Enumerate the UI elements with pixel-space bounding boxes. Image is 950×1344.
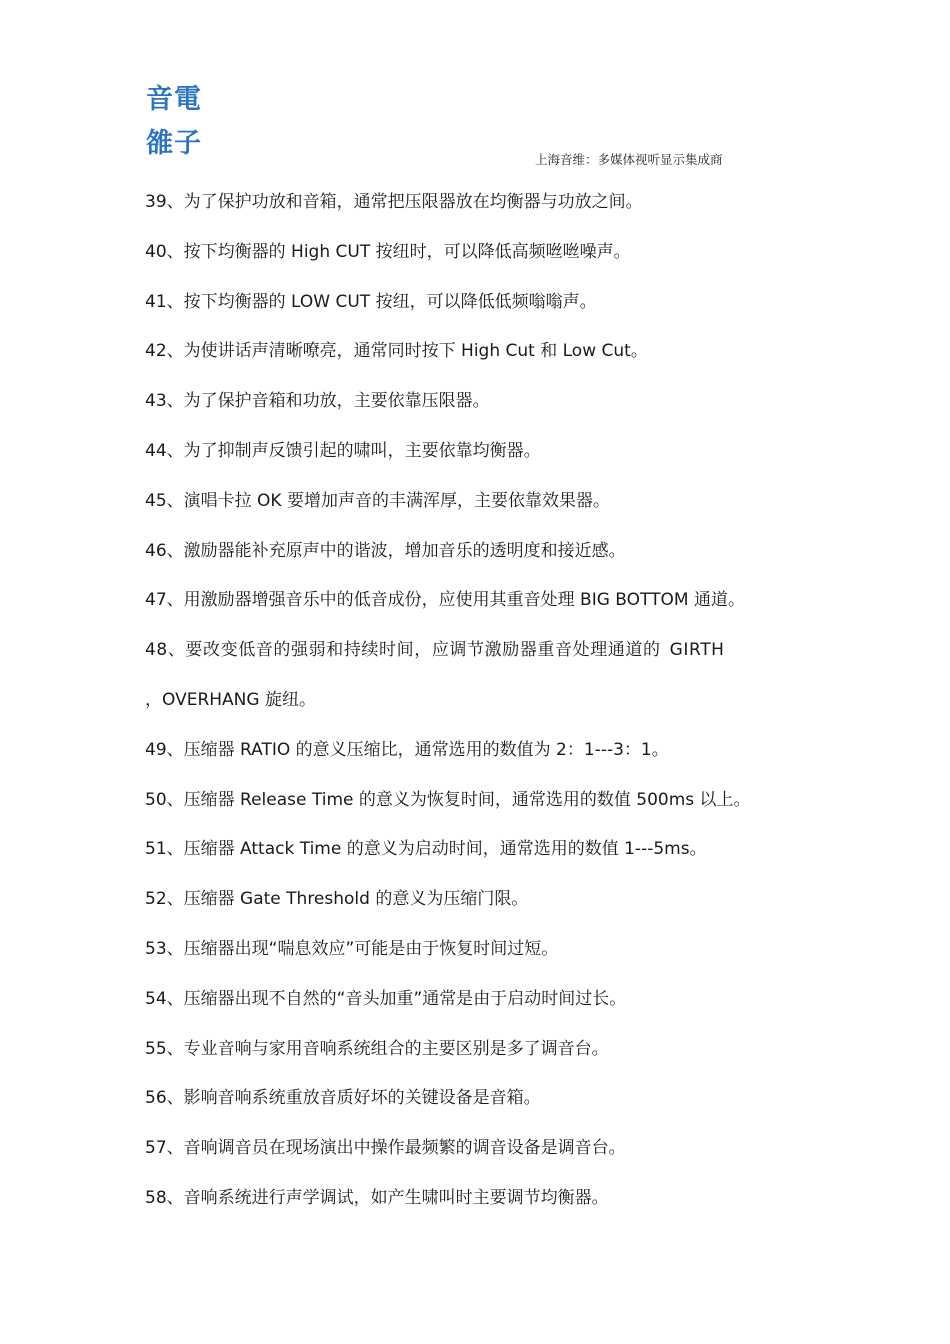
list-item: 57、音响调音员在现场演出中操作最频繁的调音设备是调音台。 <box>145 1138 626 1159</box>
list-item: 55、专业音响与家用音响系统组合的主要区别是多了调音台。 <box>145 1038 609 1059</box>
list-item: 46、激励器能补充原声中的谐波，增加音乐的透明度和接近感。 <box>145 540 626 561</box>
list-item: 56、影响音响系统重放音质好坏的关键设备是音箱。 <box>145 1088 541 1109</box>
logo-line-2: 雒子 <box>146 128 202 159</box>
list-item: 42、为使讲话声清晰嘹亮，通常同时按下 High Cut 和 Low Cut。 <box>145 341 648 362</box>
list-item: 52、压缩器 Gate Threshold 的意义为压缩门限。 <box>145 889 529 910</box>
list-item: 39、为了保护功放和音箱，通常把压限器放在均衡器与功放之间。 <box>145 192 643 212</box>
document-body <box>145 186 825 1232</box>
list-item-continuation: ，OVERHANG 旋纽。 <box>145 689 316 710</box>
list-item: 53、压缩器出现“喘息效应”可能是由于恢复时间过短。 <box>145 938 559 959</box>
header-tagline: 上海音维：多媒体视听显示集成商 <box>535 152 723 167</box>
list-item: 58、音响系统进行声学调试，如产生啸叫时主要调节均衡器。 <box>145 1187 609 1208</box>
list-item: 41、按下均衡器的 LOW CUT 按纽，可以降低低频嗡嗡声。 <box>145 291 597 312</box>
list-item: 48、要改变低音的强弱和持续时间，应调节激励器重音处理通道的 GIRTH <box>145 640 725 661</box>
list-item: 43、为了保护音箱和功放，主要依靠压限器。 <box>145 391 490 412</box>
list-item: 50、压缩器 Release Time 的意义为恢复时间，通常选用的数值 500ms 以上。 <box>145 789 751 810</box>
list-item: 45、演唱卡拉 OK 要增加声音的丰满浑厚，主要依靠效果器。 <box>145 490 610 511</box>
list-item: 49、压缩器 RATIO 的意义压缩比，通常选用的数值为 2：1---3：1。 <box>145 739 669 760</box>
list-item: 54、压缩器出现不自然的“音头加重”通常是由于启动时间过长。 <box>145 988 627 1009</box>
list-item: 51、压缩器 Attack Time 的意义为启动时间，通常选用的数值 1---5ms。 <box>145 839 707 860</box>
list-item: 44、为了抑制声反馈引起的啸叫，主要依靠均衡器。 <box>145 440 541 461</box>
company-logo <box>146 78 218 166</box>
logo-line-1: 音電 <box>146 84 202 115</box>
list-item: 40、按下均衡器的 High CUT 按纽时，可以降低高频咝咝噪声。 <box>145 241 631 262</box>
list-item: 47、用激励器增强音乐中的低音成份，应使用其重音处理 BIG BOTTOM 通道。 <box>145 590 745 611</box>
